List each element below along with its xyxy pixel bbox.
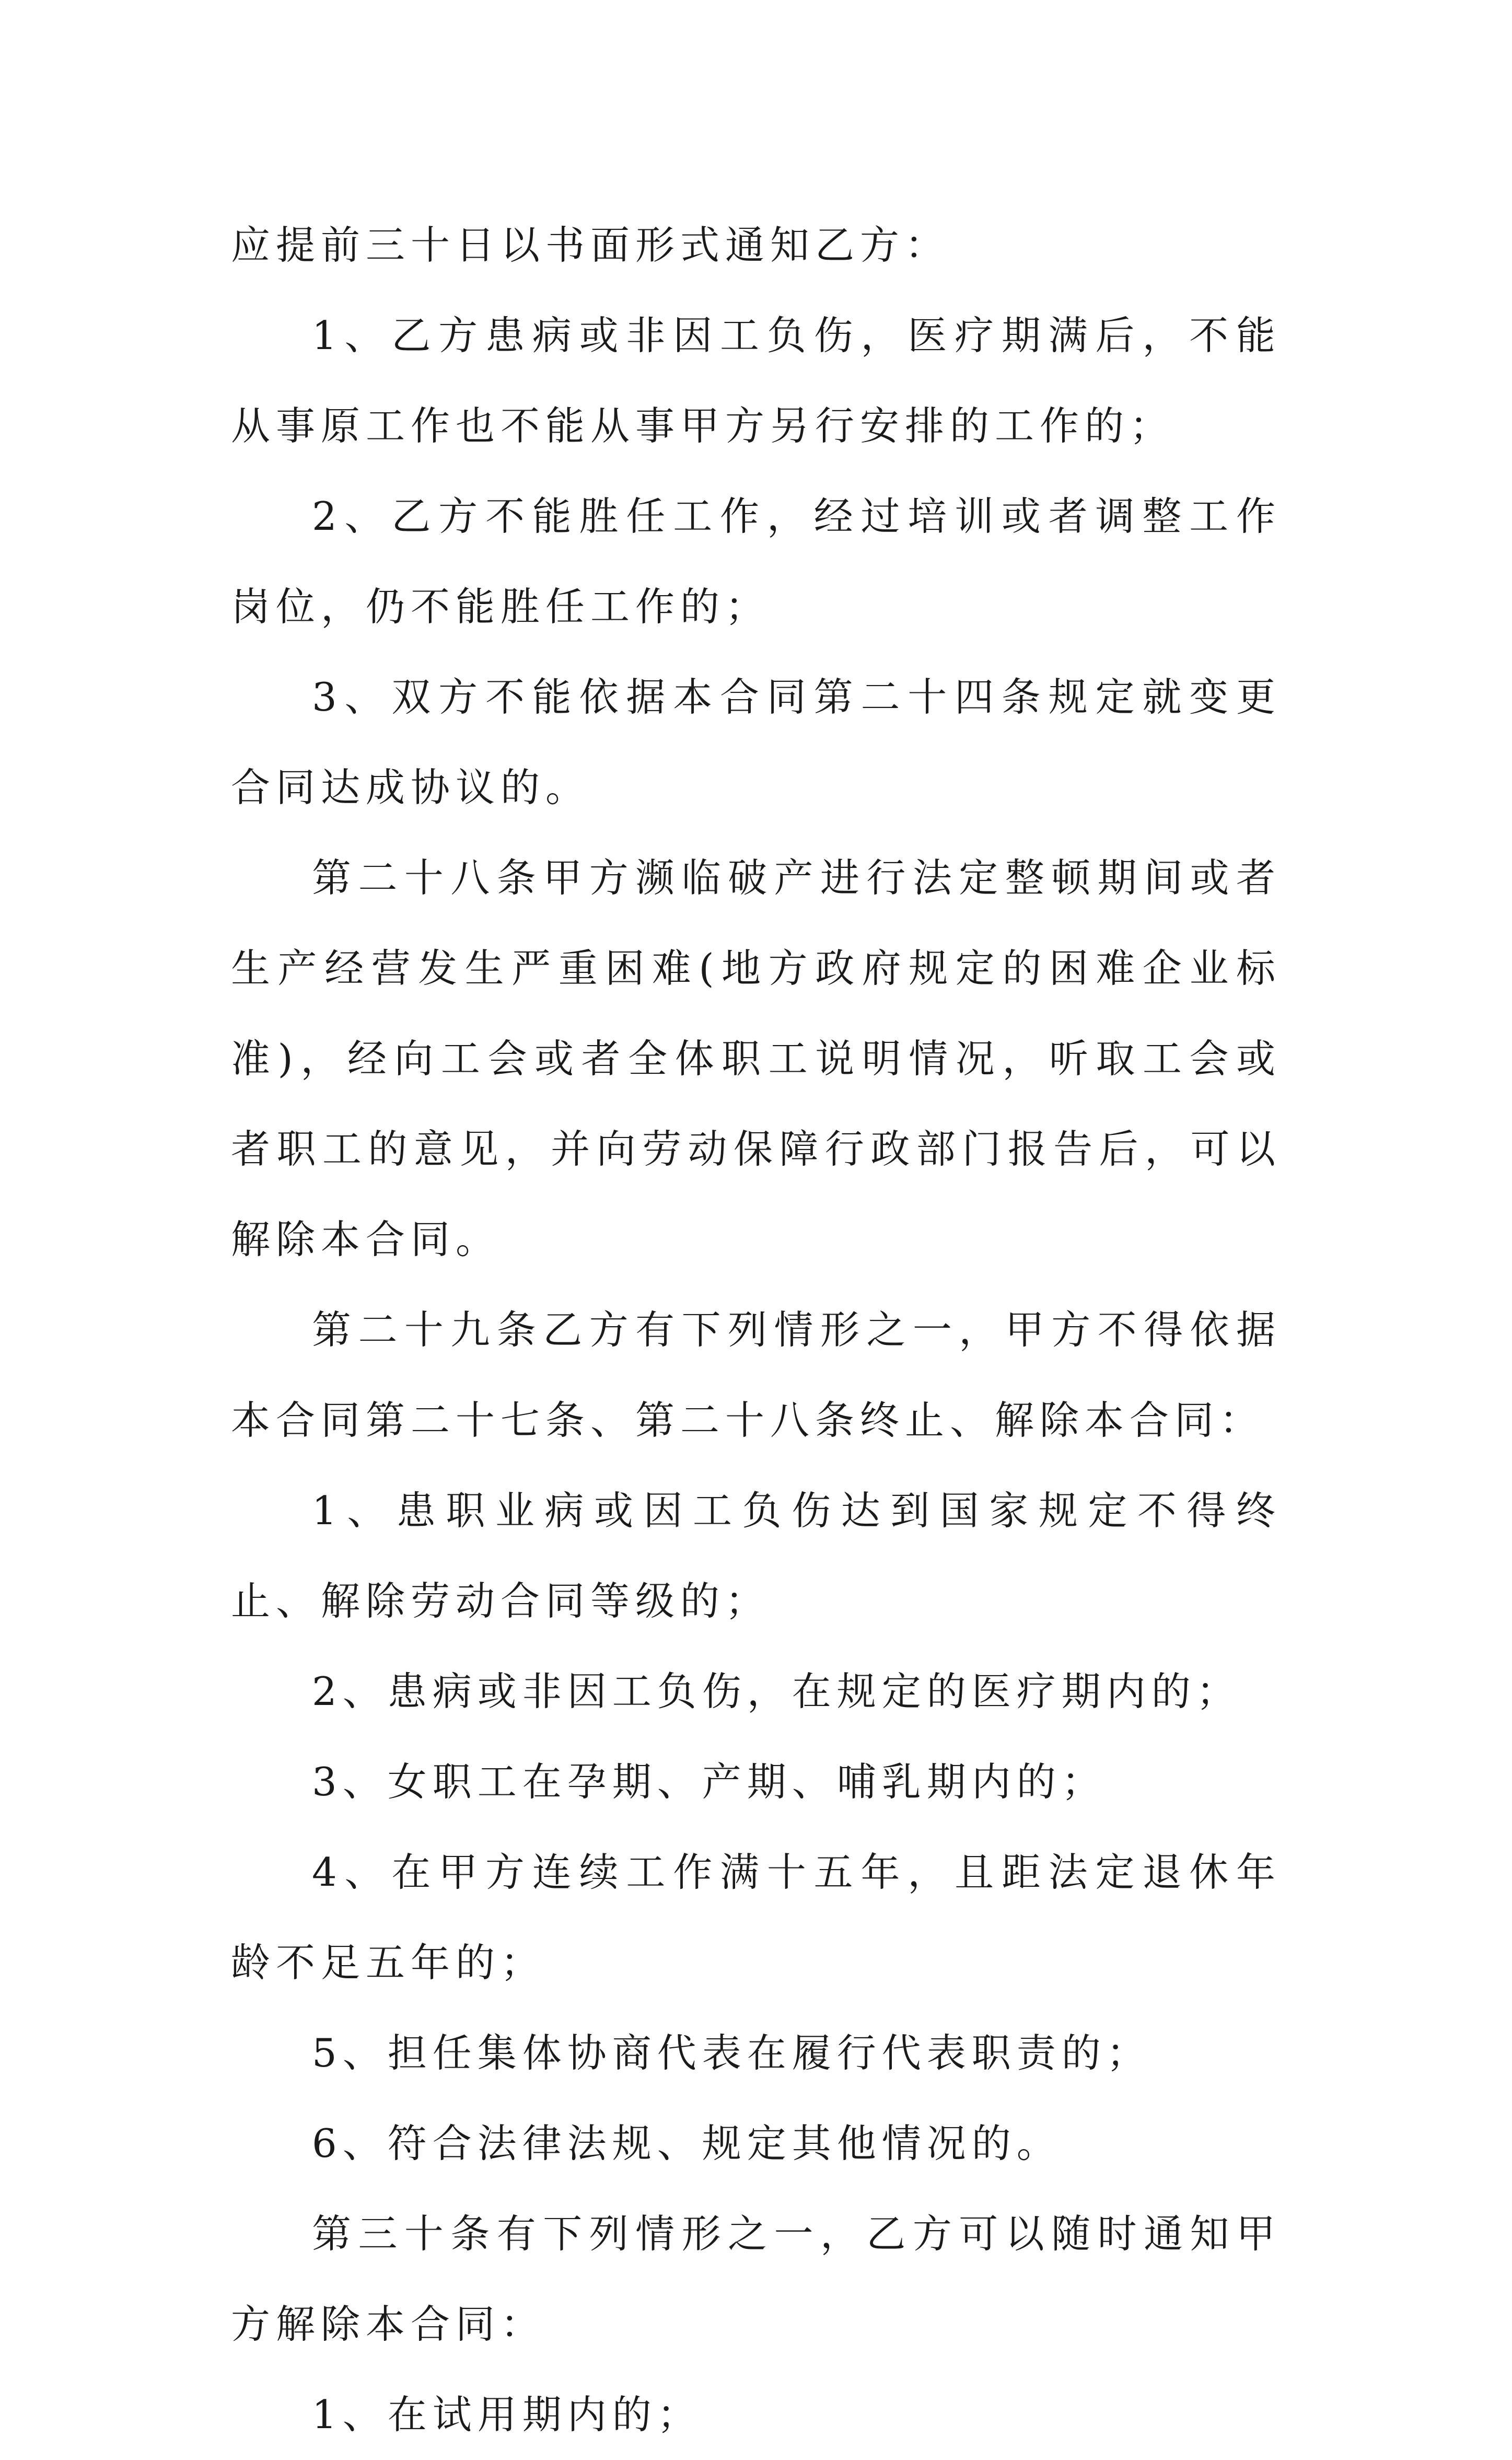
paragraph-article-29: 第二十九条乙方有下列情形之一，甲方不得依据本合同第二十七条、第二十八条终止、解除本合同： (231, 1307, 1281, 1443)
paragraph-article-29-item-3: 3、女职工在孕期、产期、哺乳期内的； (312, 1759, 1107, 1805)
paragraph-notice-continuation: 应提前三十日以书面形式通知乙方： (231, 222, 950, 268)
paragraph-item-3-no-agreement: 3、双方不能依据本合同第二十四条规定就变更合同达成协议的。 (231, 674, 1281, 810)
paragraph-item-2-incompetence: 2、乙方不能胜任工作，经过培训或者调整工作岗位，仍不能胜任工作的； (231, 493, 1281, 630)
paragraph-article-29-item-2: 2、患病或非因工负伤，在规定的医疗期内的； (312, 1668, 1241, 1714)
paragraph-article-29-item-4: 4、在甲方连续工作满十五年，且距法定退休年龄不足五年的； (231, 1849, 1281, 1986)
paragraph-article-30-item-1: 1、在试用期内的； (312, 2392, 702, 2438)
paragraph-article-28: 第二十八条甲方濒临破产进行法定整顿期间或者生产经营发生严重困难(地方政府规定的困难企业标准)，经向工会或者全体职工说明情况，听取工会或者职工的意见，并向劳动保障行政部门报告后，可以解除本合同。 (231, 855, 1281, 1262)
paragraph-article-30: 第三十条有下列情形之一，乙方可以随时通知甲方解除本合同： (231, 2211, 1281, 2347)
document-body (231, 200, 1281, 2460)
paragraph-article-29-item-5: 5、担任集体协商代表在履行代表职责的； (312, 2030, 1152, 2076)
paragraph-article-29-item-6: 6、符合法律法规、规定其他情况的。 (312, 2120, 1062, 2166)
paragraph-article-29-item-1: 1、患职业病或因工负伤达到国家规定不得终止、解除劳动合同等级的； (231, 1488, 1281, 1624)
paragraph-item-1-illness: 1、乙方患病或非因工负伤，医疗期满后，不能从事原工作也不能从事甲方另行安排的工作的； (231, 312, 1281, 449)
